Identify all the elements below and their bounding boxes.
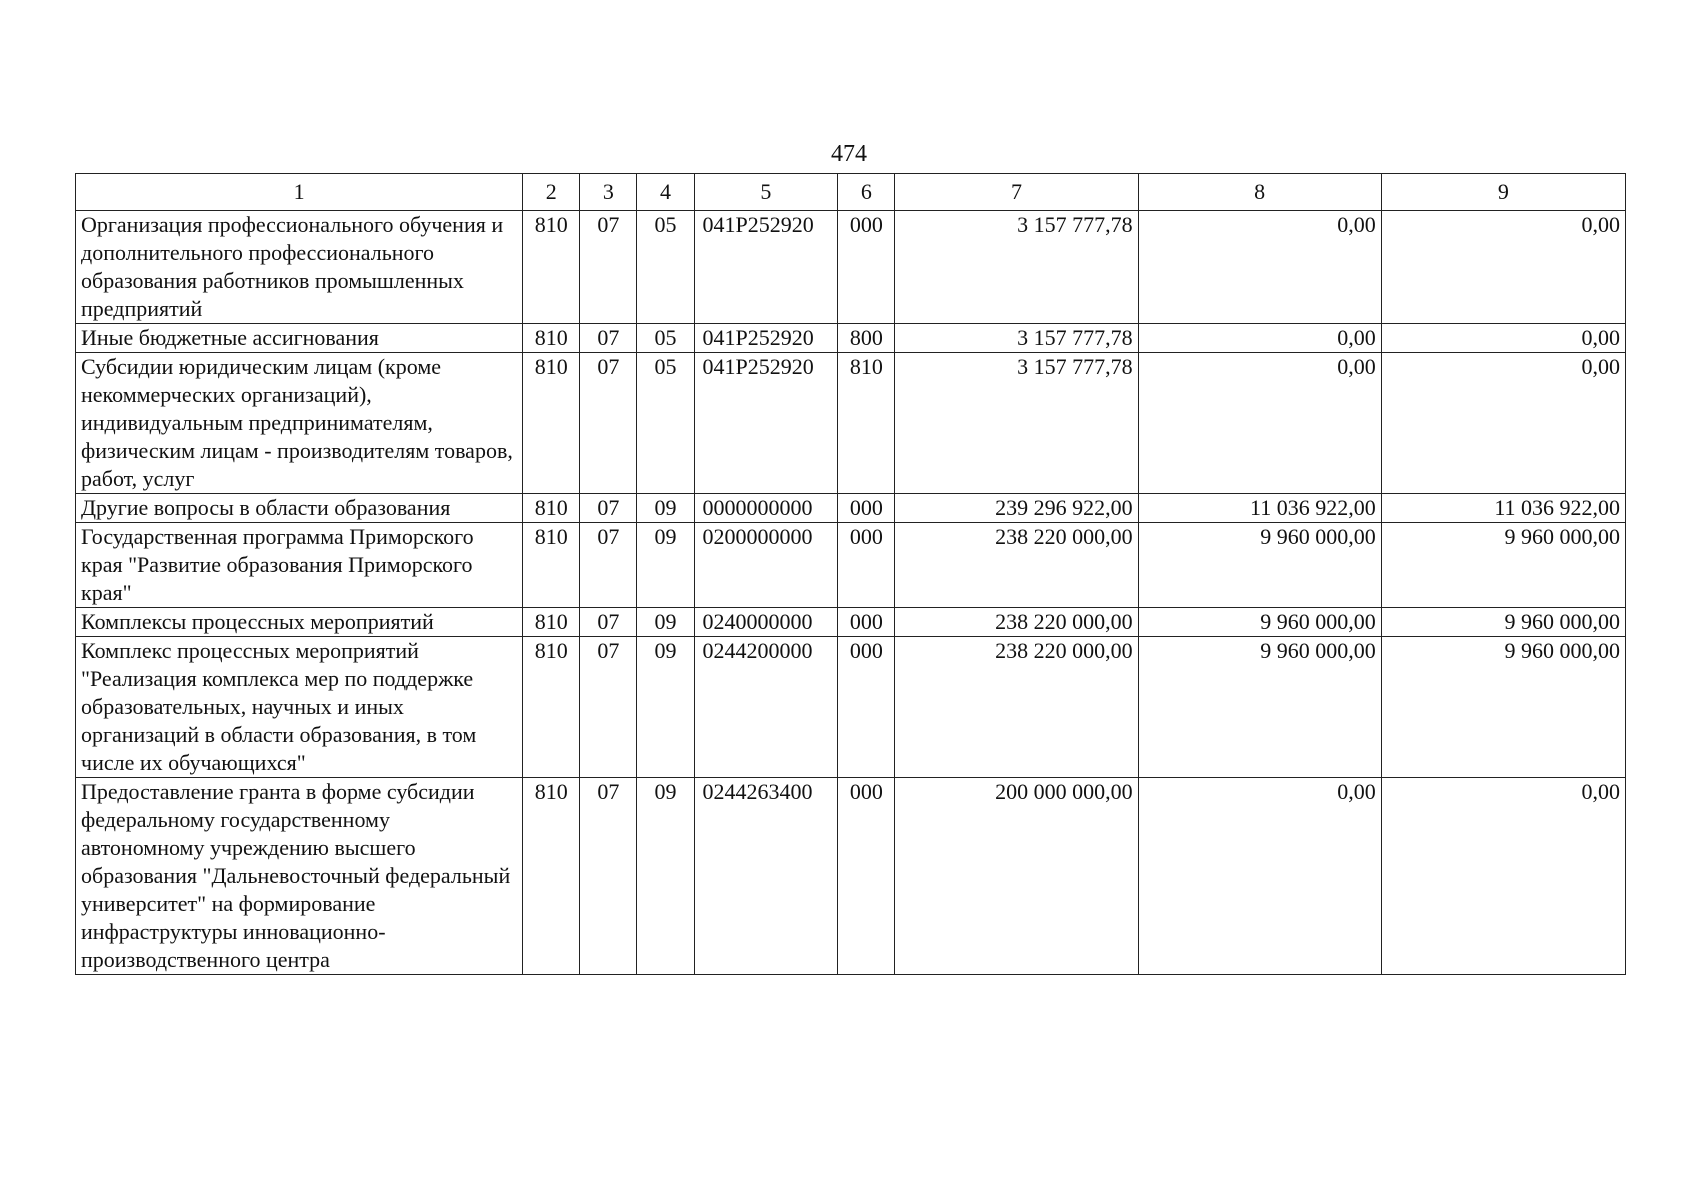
code-cell: 800 bbox=[838, 324, 895, 353]
amount-cell: 0,00 bbox=[1138, 324, 1381, 353]
amount-cell: 0,00 bbox=[1138, 211, 1381, 324]
table-row bbox=[76, 778, 1626, 975]
amount-cell: 11 036 922,00 bbox=[1138, 494, 1381, 523]
code-cell: 000 bbox=[838, 523, 895, 608]
column-header: 6 bbox=[838, 174, 895, 211]
code-cell: 05 bbox=[637, 324, 694, 353]
code-cell: 09 bbox=[637, 523, 694, 608]
column-header: 3 bbox=[580, 174, 637, 211]
amount-cell: 9 960 000,00 bbox=[1138, 637, 1381, 778]
code-cell: 07 bbox=[580, 494, 637, 523]
code-cell: 07 bbox=[580, 637, 637, 778]
code-cell: 810 bbox=[523, 523, 580, 608]
table-row bbox=[76, 324, 1626, 353]
code-cell: 09 bbox=[637, 494, 694, 523]
code-cell: 810 bbox=[523, 211, 580, 324]
amount-cell: 0,00 bbox=[1381, 778, 1625, 975]
header-row bbox=[76, 174, 1626, 211]
column-header: 9 bbox=[1381, 174, 1625, 211]
amount-cell: 238 220 000,00 bbox=[895, 523, 1138, 608]
column-header: 7 bbox=[895, 174, 1138, 211]
code-cell: 000 bbox=[838, 211, 895, 324]
code-cell: 07 bbox=[580, 778, 637, 975]
code-cell: 0240000000 bbox=[694, 608, 838, 637]
table-row bbox=[76, 353, 1626, 494]
column-header: 8 bbox=[1138, 174, 1381, 211]
amount-cell: 9 960 000,00 bbox=[1381, 608, 1625, 637]
column-header: 2 bbox=[523, 174, 580, 211]
table-row bbox=[76, 494, 1626, 523]
code-cell: 07 bbox=[580, 608, 637, 637]
column-header: 4 bbox=[637, 174, 694, 211]
code-cell: 810 bbox=[523, 494, 580, 523]
code-cell: 810 bbox=[523, 637, 580, 778]
budget-table bbox=[75, 173, 1626, 975]
code-cell: 041P252920 bbox=[694, 353, 838, 494]
amount-cell: 3 157 777,78 bbox=[895, 353, 1138, 494]
amount-cell: 11 036 922,00 bbox=[1381, 494, 1625, 523]
code-cell: 09 bbox=[637, 637, 694, 778]
column-header: 1 bbox=[76, 174, 523, 211]
code-cell: 0000000000 bbox=[694, 494, 838, 523]
code-cell: 09 bbox=[637, 608, 694, 637]
table-row bbox=[76, 637, 1626, 778]
row-name: Комплексы процессных мероприятий bbox=[76, 608, 523, 637]
code-cell: 07 bbox=[580, 211, 637, 324]
code-cell: 07 bbox=[580, 324, 637, 353]
code-cell: 810 bbox=[523, 324, 580, 353]
amount-cell: 9 960 000,00 bbox=[1138, 523, 1381, 608]
code-cell: 07 bbox=[580, 353, 637, 494]
amount-cell: 238 220 000,00 bbox=[895, 637, 1138, 778]
code-cell: 810 bbox=[838, 353, 895, 494]
code-cell: 000 bbox=[838, 637, 895, 778]
amount-cell: 3 157 777,78 bbox=[895, 324, 1138, 353]
row-name: Субсидии юридическим лицам (кроме некоммерческих организаций), индивидуальным предпринимателям, физическим лицам - производителям товаров, работ, услуг bbox=[76, 353, 523, 494]
amount-cell: 238 220 000,00 bbox=[895, 608, 1138, 637]
amount-cell: 3 157 777,78 bbox=[895, 211, 1138, 324]
code-cell: 000 bbox=[838, 608, 895, 637]
amount-cell: 9 960 000,00 bbox=[1138, 608, 1381, 637]
code-cell: 041P252920 bbox=[694, 211, 838, 324]
code-cell: 041P252920 bbox=[694, 324, 838, 353]
amount-cell: 239 296 922,00 bbox=[895, 494, 1138, 523]
amount-cell: 0,00 bbox=[1381, 353, 1625, 494]
row-name: Предоставление гранта в форме субсидии федеральному государственному автономному учреждению высшего образования "Дальневосточный федеральный университет" на формирование инфраструктуры инновационно-производственного центра bbox=[76, 778, 523, 975]
amount-cell: 0,00 bbox=[1381, 324, 1625, 353]
code-cell: 0200000000 bbox=[694, 523, 838, 608]
code-cell: 0244263400 bbox=[694, 778, 838, 975]
code-cell: 0244200000 bbox=[694, 637, 838, 778]
code-cell: 810 bbox=[523, 608, 580, 637]
table-row bbox=[76, 608, 1626, 637]
amount-cell: 200 000 000,00 bbox=[895, 778, 1138, 975]
code-cell: 810 bbox=[523, 353, 580, 494]
amount-cell: 0,00 bbox=[1138, 778, 1381, 975]
amount-cell: 0,00 bbox=[1138, 353, 1381, 494]
code-cell: 09 bbox=[637, 778, 694, 975]
code-cell: 000 bbox=[838, 778, 895, 975]
row-name: Иные бюджетные ассигнования bbox=[76, 324, 523, 353]
row-name: Организация профессионального обучения и дополнительного профессионального образования работников промышленных предприятий bbox=[76, 211, 523, 324]
amount-cell: 9 960 000,00 bbox=[1381, 637, 1625, 778]
amount-cell: 0,00 bbox=[1381, 211, 1625, 324]
row-name: Другие вопросы в области образования bbox=[76, 494, 523, 523]
code-cell: 05 bbox=[637, 353, 694, 494]
page-number: 474 bbox=[831, 141, 867, 167]
row-name: Комплекс процессных мероприятий "Реализация комплекса мер по поддержке образовательных, научных и иных организаций в области образования, в том числе их обучающихся" bbox=[76, 637, 523, 778]
code-cell: 810 bbox=[523, 778, 580, 975]
column-header: 5 bbox=[694, 174, 838, 211]
code-cell: 05 bbox=[637, 211, 694, 324]
code-cell: 07 bbox=[580, 523, 637, 608]
amount-cell: 9 960 000,00 bbox=[1381, 523, 1625, 608]
table-row bbox=[76, 211, 1626, 324]
table-row bbox=[76, 523, 1626, 608]
code-cell: 000 bbox=[838, 494, 895, 523]
row-name: Государственная программа Приморского края "Развитие образования Приморского края" bbox=[76, 523, 523, 608]
